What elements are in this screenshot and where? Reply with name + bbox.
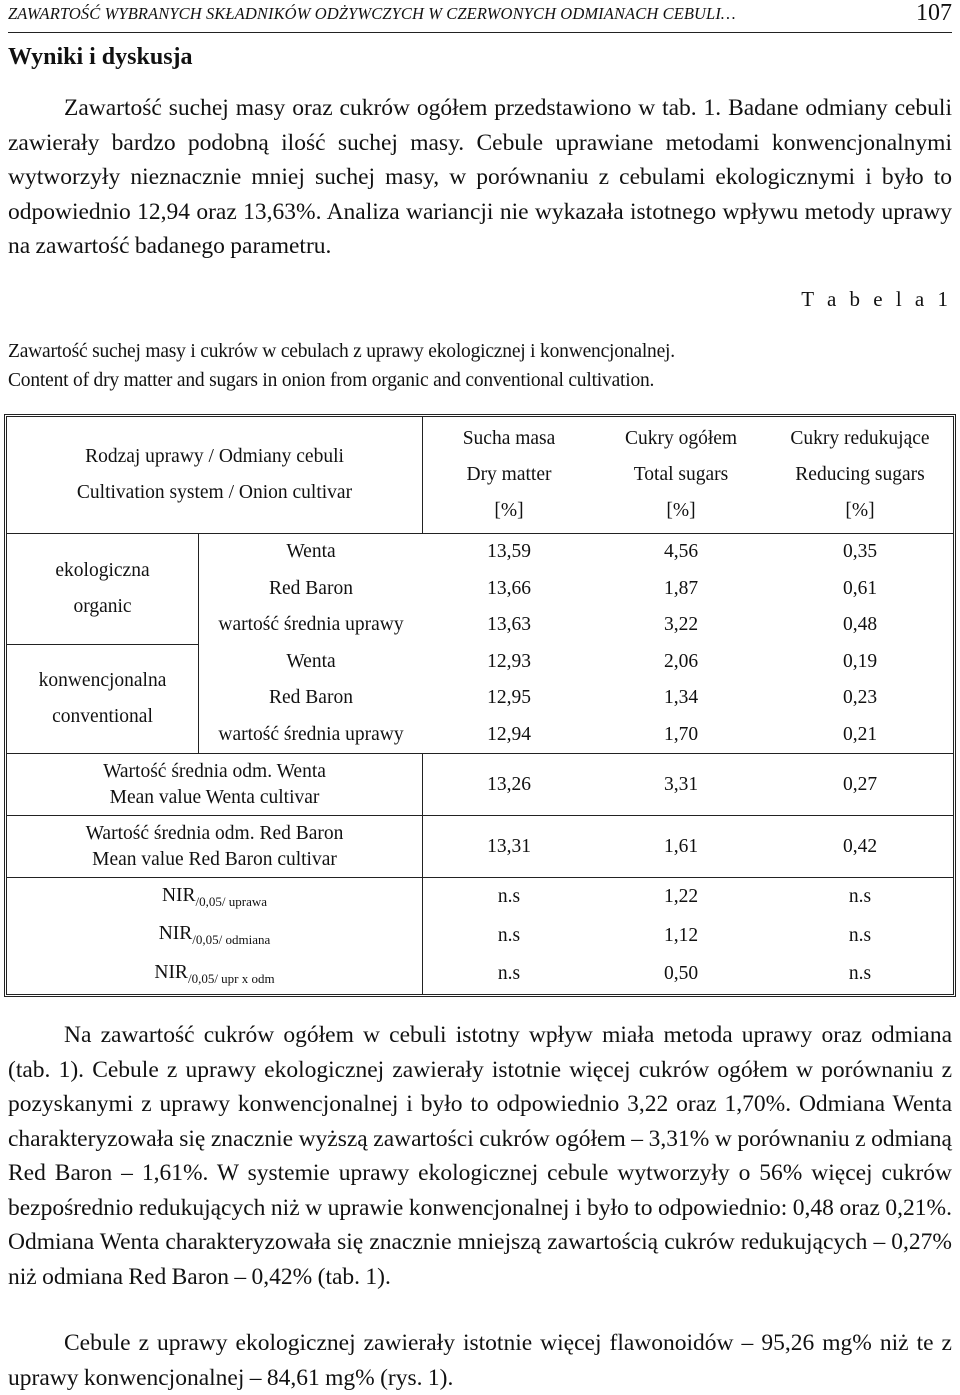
cell-dry-matter: 12,95 — [487, 687, 531, 709]
nir-main: NIR — [158, 923, 193, 945]
page-number: 107 — [916, 0, 952, 26]
running-header — [8, 0, 952, 33]
cell-total-sugars: 1,22 — [595, 877, 767, 917]
mean-wenta-label-en: Mean value Wenta cultivar — [109, 786, 320, 808]
cell-reducing-sugars: 0,42 — [767, 815, 953, 877]
cell-reducing-sugars: 0,48 — [842, 614, 878, 636]
nir-system-label — [7, 877, 423, 917]
header-dry-matter — [423, 417, 595, 533]
group-conventional — [7, 644, 199, 754]
cell-reducing-sugars: n.s — [848, 963, 872, 985]
nir-main: NIR — [161, 884, 196, 906]
header-total-sugars — [595, 417, 767, 533]
mean-red-baron-label — [7, 815, 423, 877]
cell-total-sugars: 3,22 — [663, 614, 699, 636]
header-total-sugars-en: Total sugars — [633, 464, 729, 485]
cell-total-sugars: 1,34 — [663, 687, 699, 709]
row-label: Red Baron — [269, 687, 353, 709]
mean-wenta-label — [7, 753, 423, 815]
running-title: ZAWARTOŚĆ WYBRANYCH SKŁADNIKÓW ODŻYWCZYCH W CZERWONYCH ODMIANACH CEBULI… — [8, 4, 736, 23]
cell-total-sugars: 2,06 — [663, 650, 699, 672]
mean-red-baron-label-pl: Wartość średnia odm. Red Baron — [85, 822, 344, 844]
cell-dry-matter: n.s — [423, 877, 595, 917]
header-reducing-sugars-en: Reducing sugars — [795, 464, 925, 485]
group-organic-en: organic — [73, 595, 132, 617]
group-conventional-en: conventional — [52, 705, 153, 727]
cell-total-sugars: 1,61 — [595, 815, 767, 877]
group-organic — [7, 533, 199, 644]
cell-reducing-sugars: 0,19 — [842, 650, 878, 672]
results-table — [4, 414, 956, 997]
nir-subscript: /0,05/ upr x odm — [187, 970, 275, 986]
cell-total-sugars: 1,87 — [663, 577, 699, 599]
header-dry-matter-pl: Sucha masa — [462, 428, 556, 449]
cell-dry-matter: 12,94 — [487, 723, 531, 745]
cell-reducing-sugars: n.s — [848, 924, 872, 946]
row-label: wartość średnia uprawy — [218, 614, 404, 636]
cell-dry-matter: 13,66 — [487, 577, 531, 599]
header-reducing-sugars-unit: [%] — [845, 500, 875, 521]
nir-subscript: /0,05/ uprawa — [195, 893, 268, 909]
cell-total-sugars: 3,31 — [595, 753, 767, 815]
row-label: wartość średnia uprawy — [218, 723, 404, 745]
header-rowlabel-en: Cultivation system / Onion cultivar — [76, 482, 353, 503]
cell-total-sugars: 1,70 — [663, 723, 699, 745]
caption-english: Content of dry matter and sugars in onion from organic and conventional cultivation. — [8, 370, 655, 391]
cell-dry-matter: n.s — [497, 924, 521, 946]
mean-red-baron-label-en: Mean value Red Baron cultivar — [92, 848, 337, 870]
group-organic-pl: ekologiczna — [55, 559, 150, 581]
table-row-nir-cultivar — [7, 917, 953, 956]
cell-total-sugars: 4,56 — [595, 533, 767, 571]
nir-subscript: /0,05/ odmiana — [192, 932, 271, 948]
cell-dry-matter: 13,26 — [423, 753, 595, 815]
paragraph-intro: Zawartość suchej masy oraz cukrów ogółem przedstawiono w tab. 1. Badane odmiany cebuli zawierały bardzo podobną ilość suchej masy. Cebule uprawiane metodami konwencjonalnymi wytworzyły nieznacznie mniej suchej masy, w porównaniu z cebulami ekologicznymi i było to odpowiednio 12,94 oraz 13,63%. Analiza wariancji nie wykazała istotnego wpływu metody uprawy na zawartość badanego parametru. — [8, 95, 952, 259]
row-label: Wenta — [286, 650, 336, 672]
header-row-label — [7, 417, 423, 533]
paragraph-flavonoids: Cebule z uprawy ekologicznej zawierały istotnie więcej flawonoidów – 95,26 mg% niż te z uprawy konwencjonalnej – 84,61 mg% (rys. 1). — [8, 1330, 952, 1391]
header-dry-matter-en: Dry matter — [466, 464, 552, 485]
table-row — [7, 533, 953, 571]
row-label: Wenta — [199, 533, 423, 571]
group-conventional-pl: konwencjonalna — [38, 669, 167, 691]
cell-reducing-sugars: 0,21 — [842, 723, 878, 745]
header-total-sugars-unit: [%] — [666, 500, 696, 521]
table-label: T a b e l a 1 — [801, 287, 952, 311]
row-label: Red Baron — [269, 577, 353, 599]
table-header-row — [7, 417, 953, 533]
header-reducing-sugars-pl: Cukry redukujące — [790, 428, 930, 449]
header-dry-matter-unit: [%] — [494, 500, 524, 521]
table-row-mean-wenta — [7, 753, 953, 815]
cell-dry-matter: 13,63 — [487, 614, 531, 636]
nir-interaction-label — [7, 955, 423, 994]
cell-reducing-sugars: n.s — [767, 877, 953, 917]
mean-wenta-label-pl: Wartość średnia odm. Wenta — [103, 760, 326, 782]
section-title: Wyniki i dyskusja — [8, 44, 193, 70]
header-reducing-sugars — [767, 417, 953, 533]
table-row-nir-system — [7, 877, 953, 917]
cell-dry-matter: 12,93 — [487, 650, 531, 672]
cell-dry-matter: 13,59 — [423, 533, 595, 571]
cell-reducing-sugars: 0,35 — [767, 533, 953, 571]
cell-total-sugars: 0,50 — [663, 963, 699, 985]
cell-reducing-sugars: 0,27 — [767, 753, 953, 815]
table-row — [7, 644, 953, 681]
cell-reducing-sugars: 0,61 — [842, 577, 878, 599]
paragraph-sugars: Na zawartość cukrów ogółem w cebuli istotny wpływ miała metoda uprawy oraz odmiana (tab. 1). Cebule z uprawy ekologicznej zawierały istotnie więcej cukrów ogółem w porównaniu z pozyskanymi z uprawy konwencjonalnej i było to odpowiednio 3,22 oraz 1,70%. Odmiana Wenta charakteryzowała się znacznie wyższą zawartości cukrów ogółem – 3,31% w porównaniu z odmianą Red Baron – 1,61%. W systemie uprawy ekologicznej cebule wytworzyły o 56% więcej cukrów bezpośrednio redukujących niż w uprawie konwencjonalnej i było to odpowiednio: 0,48 oraz 0,21%. Odmiana Wenta charakteryzowała się znacznie mniejszą zawartością cukrów redukujących – 0,27% niż odmiana Red Baron – 0,42% (tab. 1). — [8, 1022, 952, 1290]
cell-total-sugars: 1,12 — [663, 924, 699, 946]
cell-dry-matter: n.s — [497, 963, 521, 985]
header-rowlabel-pl: Rodzaj uprawy / Odmiany cebuli — [85, 446, 344, 467]
caption-polish: Zawartość suchej masy i cukrów w cebulach z uprawy ekologicznej i konwencjonalnej. — [8, 341, 675, 362]
cell-dry-matter: 13,31 — [423, 815, 595, 877]
header-total-sugars-pl: Cukry ogółem — [624, 428, 738, 449]
table-row-nir-interaction — [7, 955, 953, 994]
nir-main: NIR — [154, 961, 188, 983]
table-caption — [8, 337, 675, 395]
table-row-mean-red-baron — [7, 815, 953, 877]
cell-reducing-sugars: 0,23 — [842, 687, 878, 709]
nir-cultivar-label — [7, 917, 423, 956]
